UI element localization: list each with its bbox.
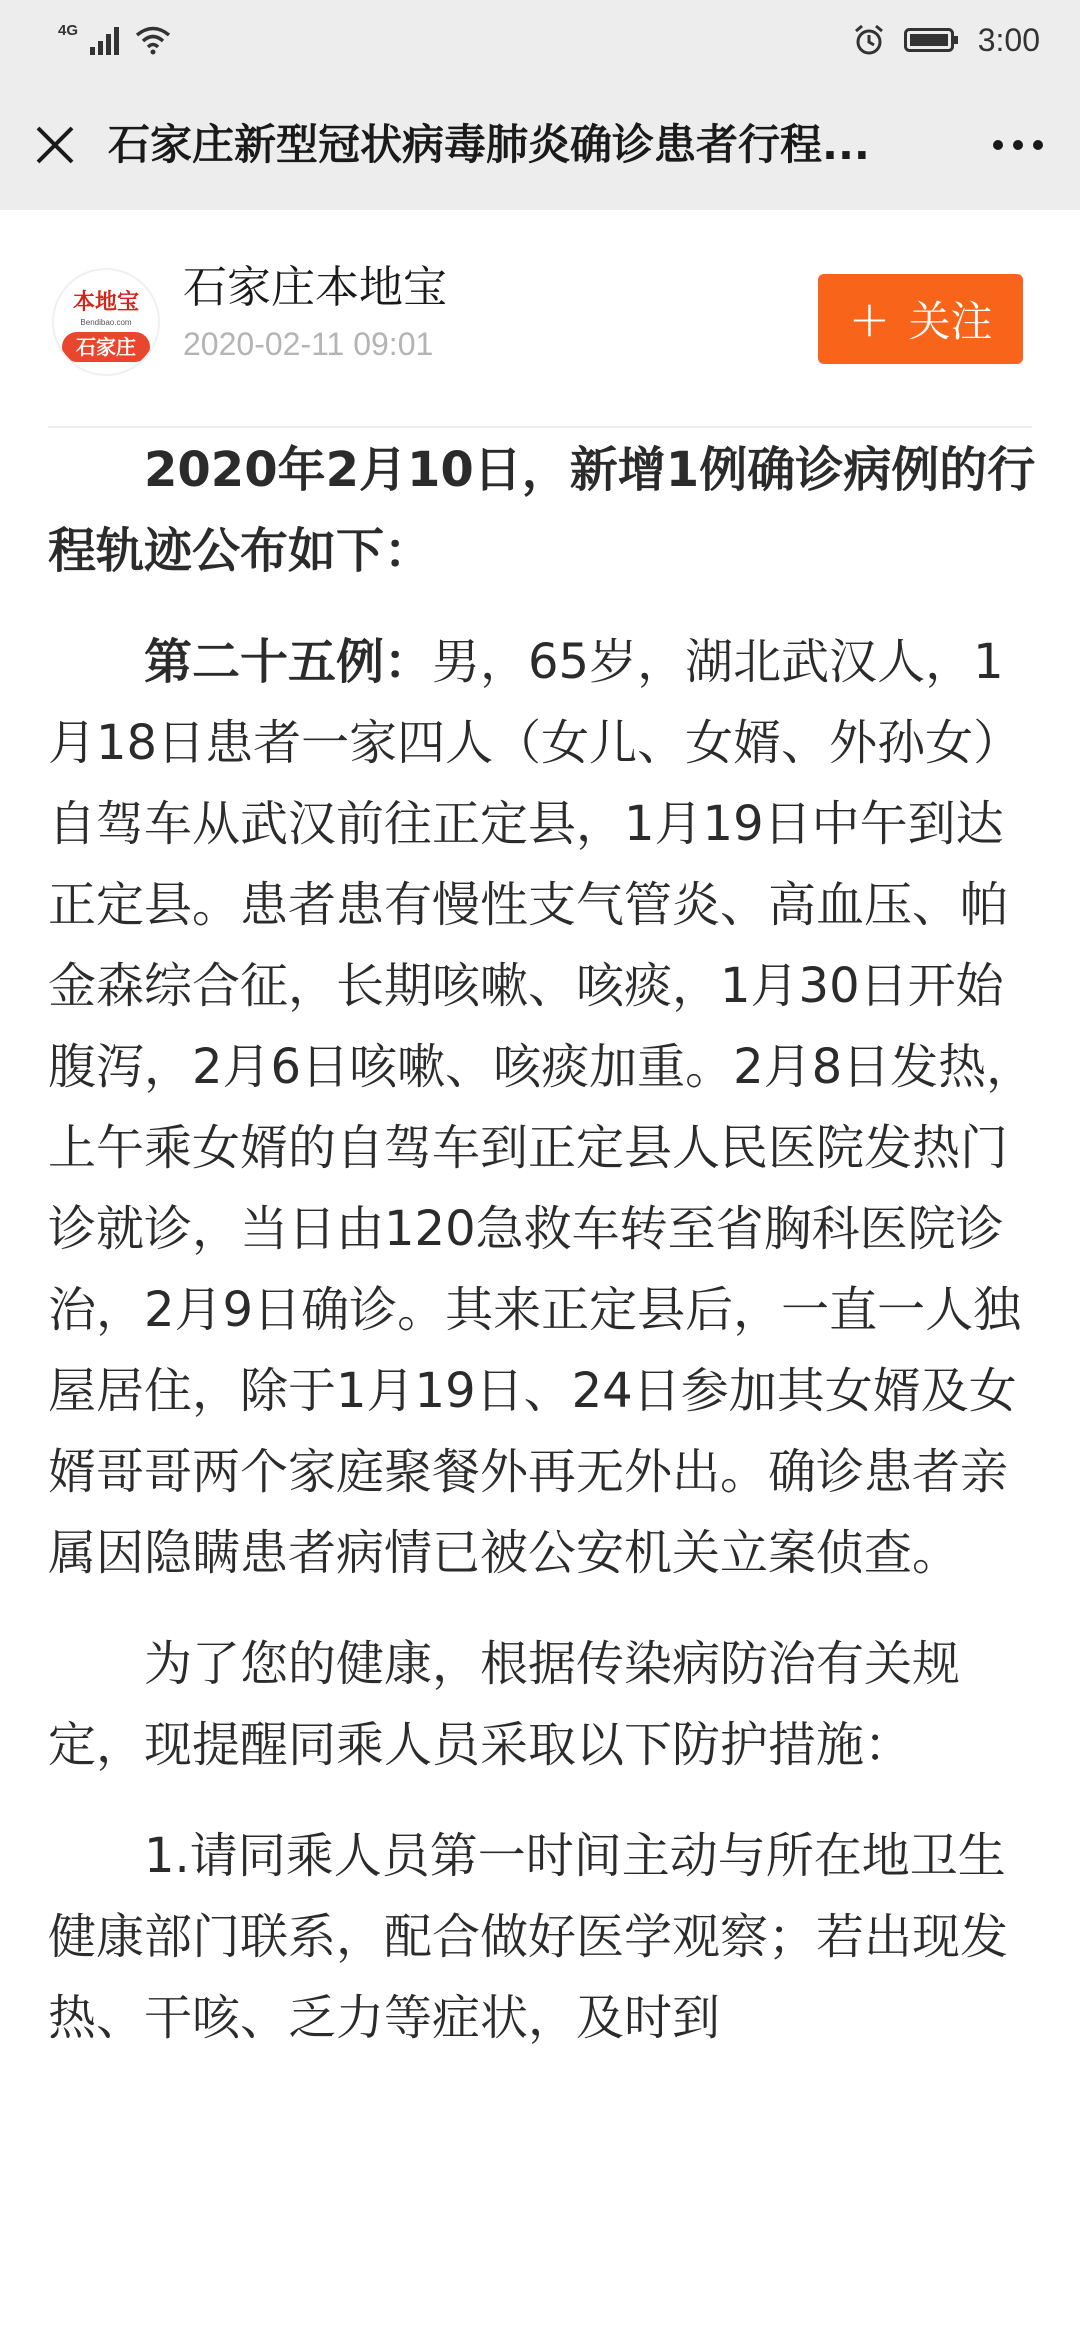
follow-label: 关注 [908,297,993,346]
measure-paragraph: 1.请同乘人员第一时间主动与所在地卫生健康部门联系，配合做好医学观察；若出现发热、干咳、乏力等症状，及时到 [48,1828,1009,2046]
publish-date: 2020-02-11 09:01 [183,326,434,362]
follow-button[interactable] [818,274,1023,364]
signal-icon [88,25,124,55]
case-label: 第二十五例： [144,634,433,690]
avatar-logo-subtext: Bendibao.com [80,318,132,327]
battery-icon [904,26,960,54]
avatar-logo-text: 本地宝 [72,290,139,315]
account-name[interactable]: 石家庄本地宝 [183,262,447,313]
nav-bar [0,80,1080,210]
article-heading: 2020年2月10日，新增1例确诊病例的行程轨迹公布如下： [48,442,1036,579]
wifi-icon [134,25,172,55]
alarm-icon [852,23,886,57]
case-text: 男，65岁，湖北武汉人，1月18日患者一家四人（女儿、女婿、外孙女）自驾车从武汉前往正定县，1月19日中午到达正定县。患者患有慢性支气管炎、高血压、帕金森综合征，长期咳嗽、咳痰，1月30日开始腹泻，2月6日咳嗽、咳痰加重。2月8日发热，上午乘女婿的自驾车到正定县人民医院发热门诊就诊，当日由120急救车转至省胸科医院诊治，2月9日确诊。其来正定县后，一直一人独屋居住，除于1月19日、24日参加其女婿及女婿哥哥两个家庭聚餐外再无外出。确诊患者亲属因隐瞒患者病情已被公安机关立案侦查。 [48,634,1035,1581]
plus-icon: + [848,290,891,348]
case-paragraph [48,622,1038,1594]
avatar-city-pill: 石家庄 [62,332,150,362]
status-bar [0,0,1080,80]
network-type-label: 4G [58,21,79,39]
divider [48,426,1032,428]
more-icon[interactable] [988,125,1048,165]
clock-time: 3:00 [977,21,1040,58]
avatar[interactable] [52,268,160,376]
close-icon[interactable] [30,120,80,170]
article-body [48,430,1038,2059]
status-right [852,18,1040,62]
advice-paragraph: 为了您的健康，根据传染病防治有关规定，现提醒同乘人员采取以下防护措施： [48,1636,961,1773]
account-header [0,210,1080,420]
status-left [58,20,172,60]
page-title: 石家庄新型冠状病毒肺炎确诊患者行程... [108,120,870,169]
